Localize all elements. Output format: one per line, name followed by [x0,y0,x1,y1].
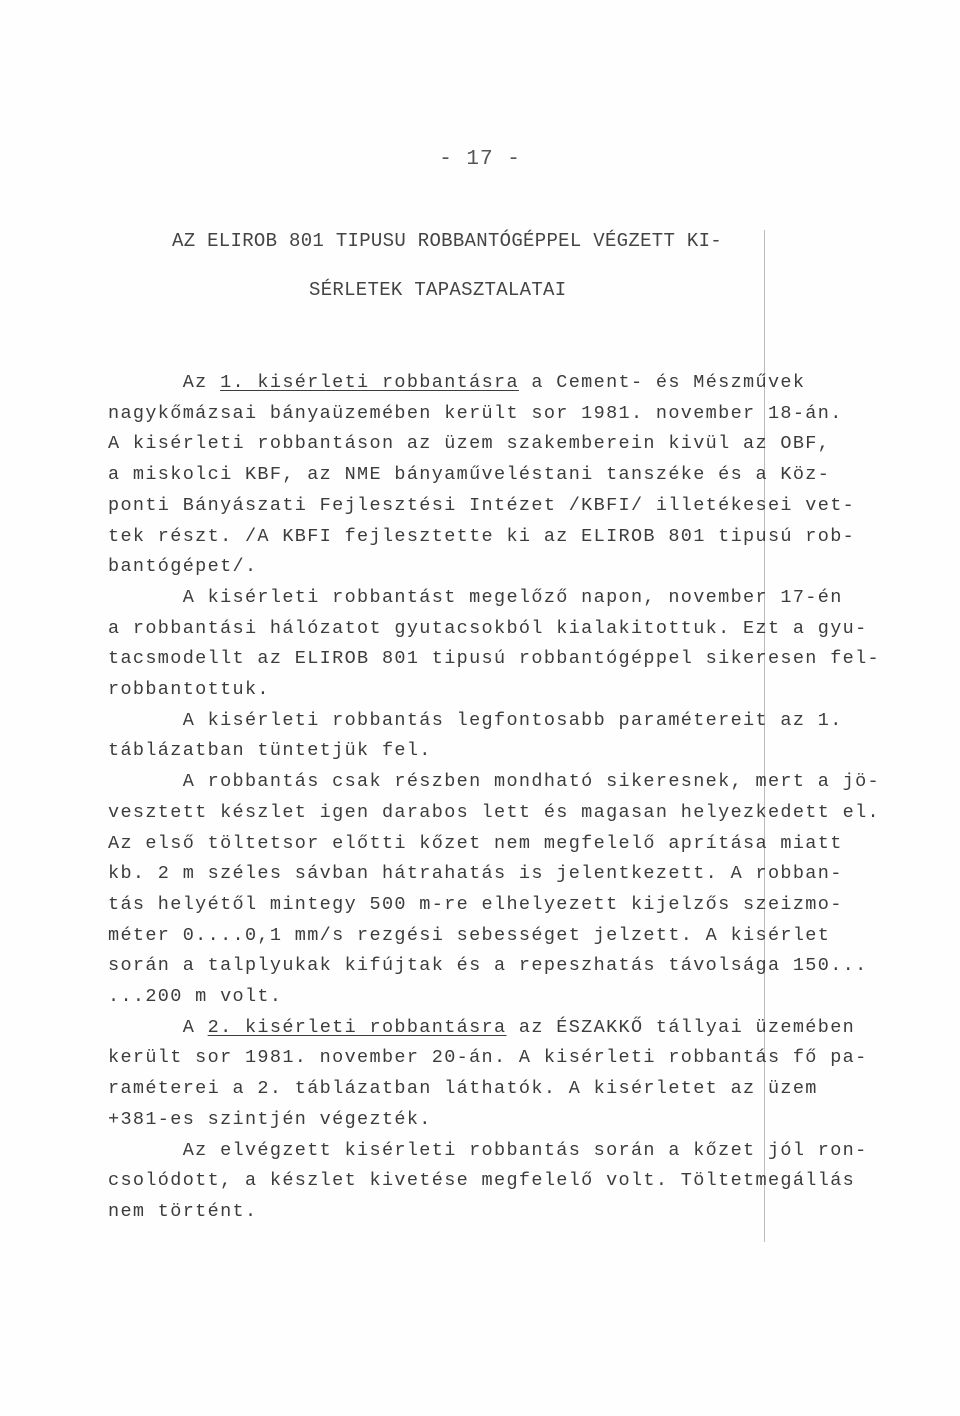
text-line [108,955,868,976]
text-segment: tás helyétől mintegy 500 m-re elhelyezett kijelzős szeizmo- [108,893,843,915]
text-line [108,1078,818,1099]
text-line [108,740,432,761]
text-line [108,372,805,393]
text-segment: Az első töltetsor előtti kőzet nem megfelelő aprítása miatt [108,832,843,854]
text-segment: Az [108,372,221,393]
text-line [108,863,843,884]
text-segment: a miskolci KBF, az NME bányaműveléstani tanszéke és a Köz- [108,464,831,486]
underlined-heading: 2. kisérleti robbantásra [207,1016,507,1038]
text-line [108,894,843,915]
text-line [108,495,855,516]
text-segment: táblázatban tüntetjük fel. [108,740,432,762]
text-segment: +381-es szintjén végezték. [108,1108,432,1130]
text-segment: a Cement- és Mészművek [518,372,806,393]
text-segment: az ÉSZAKKŐ tállyai üzemében [506,1016,856,1038]
text-line [108,1201,257,1222]
text-segment: során a talplyukak kifújtak és a repeszhatás távolsága 150... [108,955,868,977]
text-line [108,648,880,669]
text-segment: nagykőmázsai bányaüzemében került sor 1981. november 18-án. [108,402,843,424]
text-segment: A [108,1016,208,1038]
text-segment: méter 0....0,1 mm/s rezgési sebességet jelzett. A kisérlet [108,924,831,946]
text-line [108,679,270,700]
text-line [108,464,830,485]
text-segment: tek részt. /A KBFI fejlesztette ki az ELIROB 801 tipusú rob- [108,525,856,547]
text-segment: ...200 m volt. [108,986,283,1007]
text-segment: A kisérleti robbantáson az üzem szakemberein kivül az OBF, [108,433,831,455]
text-line [108,1140,868,1161]
text-line [108,802,880,823]
title-line-2: SÉRLETEK TAPASZTALATAI [309,279,567,301]
text-line [108,833,843,854]
text-segment: a robbantási hálózatot gyutacsokból kialakitottuk. Ezt a gyu- [108,617,868,639]
text-line [108,710,843,731]
text-line [108,587,843,608]
text-segment: A robbantás csak részben mondható sikeresnek, mert a jö- [108,771,881,793]
text-line [108,771,880,792]
underlined-heading: 1. kisérleti robbantásra [220,372,519,393]
text-line [108,403,843,424]
text-line [108,1047,868,1068]
text-segment: kb. 2 m széles sávban hátrahatás is jelentkezett. A robban- [108,863,843,885]
text-segment: csolódott, a készlet kivetése megfelelő volt. Töltetmegállás [108,1170,856,1192]
text-line [108,526,855,547]
text-segment: vesztett készlet igen darabos lett és magasan helyezkedett el. [108,801,881,823]
text-line [108,1017,855,1038]
text-segment: ponti Bányászati Fejlesztési Intézet /KBFI/ illetékesei vet- [108,494,856,516]
text-segment: robbantottuk. [108,679,270,700]
text-line [108,433,830,454]
page-number: - 17 - [439,148,521,171]
text-segment: került sor 1981. november 20-án. A kisérleti robbantás fő pa- [108,1047,868,1069]
text-line [108,1109,432,1130]
title-line-1: AZ ELIROB 801 TIPUSU ROBBANTÓGÉPPEL VÉGZETT KI- [172,230,722,252]
text-segment: nem történt. [108,1200,258,1222]
text-segment: raméterei a 2. táblázatban láthatók. A kisérletet az üzem [108,1078,818,1100]
text-line [108,925,830,946]
text-segment: A kisérleti robbantást megelőző napon, november 17-én [108,586,843,608]
text-line [108,986,282,1007]
text-line [108,618,868,639]
text-segment: tacsmodellt az ELIROB 801 tipusú robbantógéppel sikeresen fel- [108,648,881,670]
text-segment: A kisérleti robbantás legfontosabb paramétereit az 1. [108,709,843,731]
text-segment: Az elvégzett kisérleti robbantás során a kőzet jól ron- [108,1139,868,1161]
text-line [108,1170,855,1191]
text-segment: bantógépet/. [108,556,258,578]
text-line [108,556,257,577]
